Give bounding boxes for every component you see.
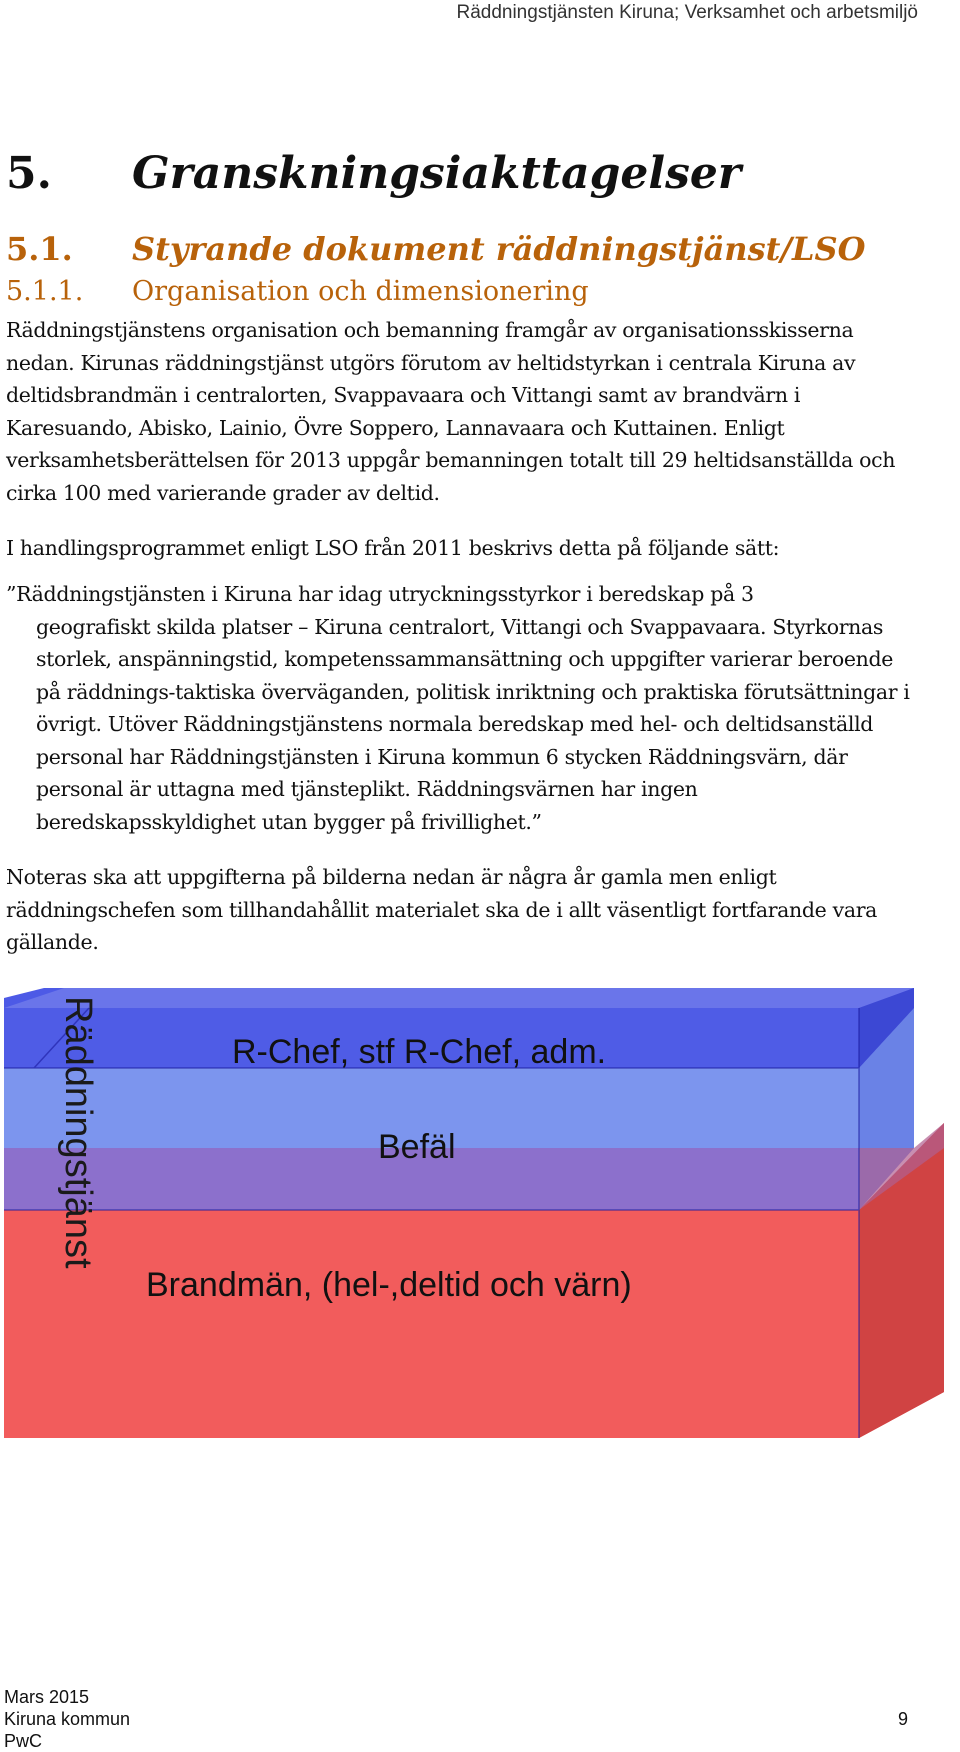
running-header: Räddningstjänsten Kiruna; Verksamhet och arbetsmiljö [456,2,918,23]
paragraph-organisation: Räddningstjänstens organisation och bemanning framgår av organisationsskisserna nedan. Kirunas räddningstjänst utgörs förutom av heltidstyrkan i centrala Kiruna av deltidsbrandmän i centralorten, Svappavaara och Vittangi samt av brandvärn i Karesuando, Abisko, Lainio, Övre Soppero, Lannavaara och Kuttainen. Enligt verksamhetsberättelsen för 2013 uppgår bemanningen totalt till 29 heltidsanställda och cirka 100 med varierande grader av deltid. [6,318,896,505]
section-heading [6,148,741,199]
organisation-diagram [4,988,956,1440]
paragraph-note: Noteras ska att uppgifterna på bilderna nedan är några år gamla men enligt räddningschefen som tillhandahållit materialet ska de i allt väsentligt fortfarande vara gällande. [6,865,878,954]
top-layer-label: R-Chef, stf R-Chef, adm. [232,1033,607,1071]
subsubsection-number: 5.1.1. [6,276,84,307]
subsection-number: 5.1. [6,230,73,268]
section-number: 5. [6,148,52,199]
footer-org: Kiruna kommun [4,1709,131,1729]
quote-rest: geografiskt skilda platser – Kiruna centralort, Vittangi och Svappavaara. Styrkornas storlek, anspänningstid, kompetenssammansättning och uppgifter varierar beroende på räddnings-taktiska överväganden, politisk inriktning och praktiska förutsättningar i övrigt. Utöver Räddningstjänstens normala beredskap med hel- och deltidsanställd personal har Räddningstjänsten i Kiruna kommun 6 stycken Räddningsvärn, där personal är uttagna med tjänsteplikt. Räddningsvärnen har ingen beredskapsskyldighet utan bygger på frivillighet.” [36,614,910,834]
quote-block [6,578,916,838]
subsubsection-heading [6,276,589,307]
paragraph-handlingsprogram: I handlingsprogrammet enligt LSO från 2011 beskrivs detta på följande sätt: [6,536,780,560]
footer-date: Mars 2015 [4,1687,90,1707]
section-title: Granskningsiakttagelser [132,148,742,199]
quote-first-line: ”Räddningstjänsten i Kiruna har idag utryckningsstyrkor i beredskap på 3 [6,582,754,606]
page-number: 9 [897,1709,908,1729]
subsection-title: Styrande dokument räddningstjänst/LSO [132,230,866,268]
subsection-heading [6,230,866,268]
bottom-layer-label: Brandmän, (hel-,deltid och värn) [146,1266,632,1304]
subsubsection-title: Organisation och dimensionering [132,276,589,307]
middle-layer-label: Befäl [378,1128,456,1166]
vertical-label: Räddningstjänst [57,996,99,1269]
footer-company: PwC [4,1731,43,1751]
